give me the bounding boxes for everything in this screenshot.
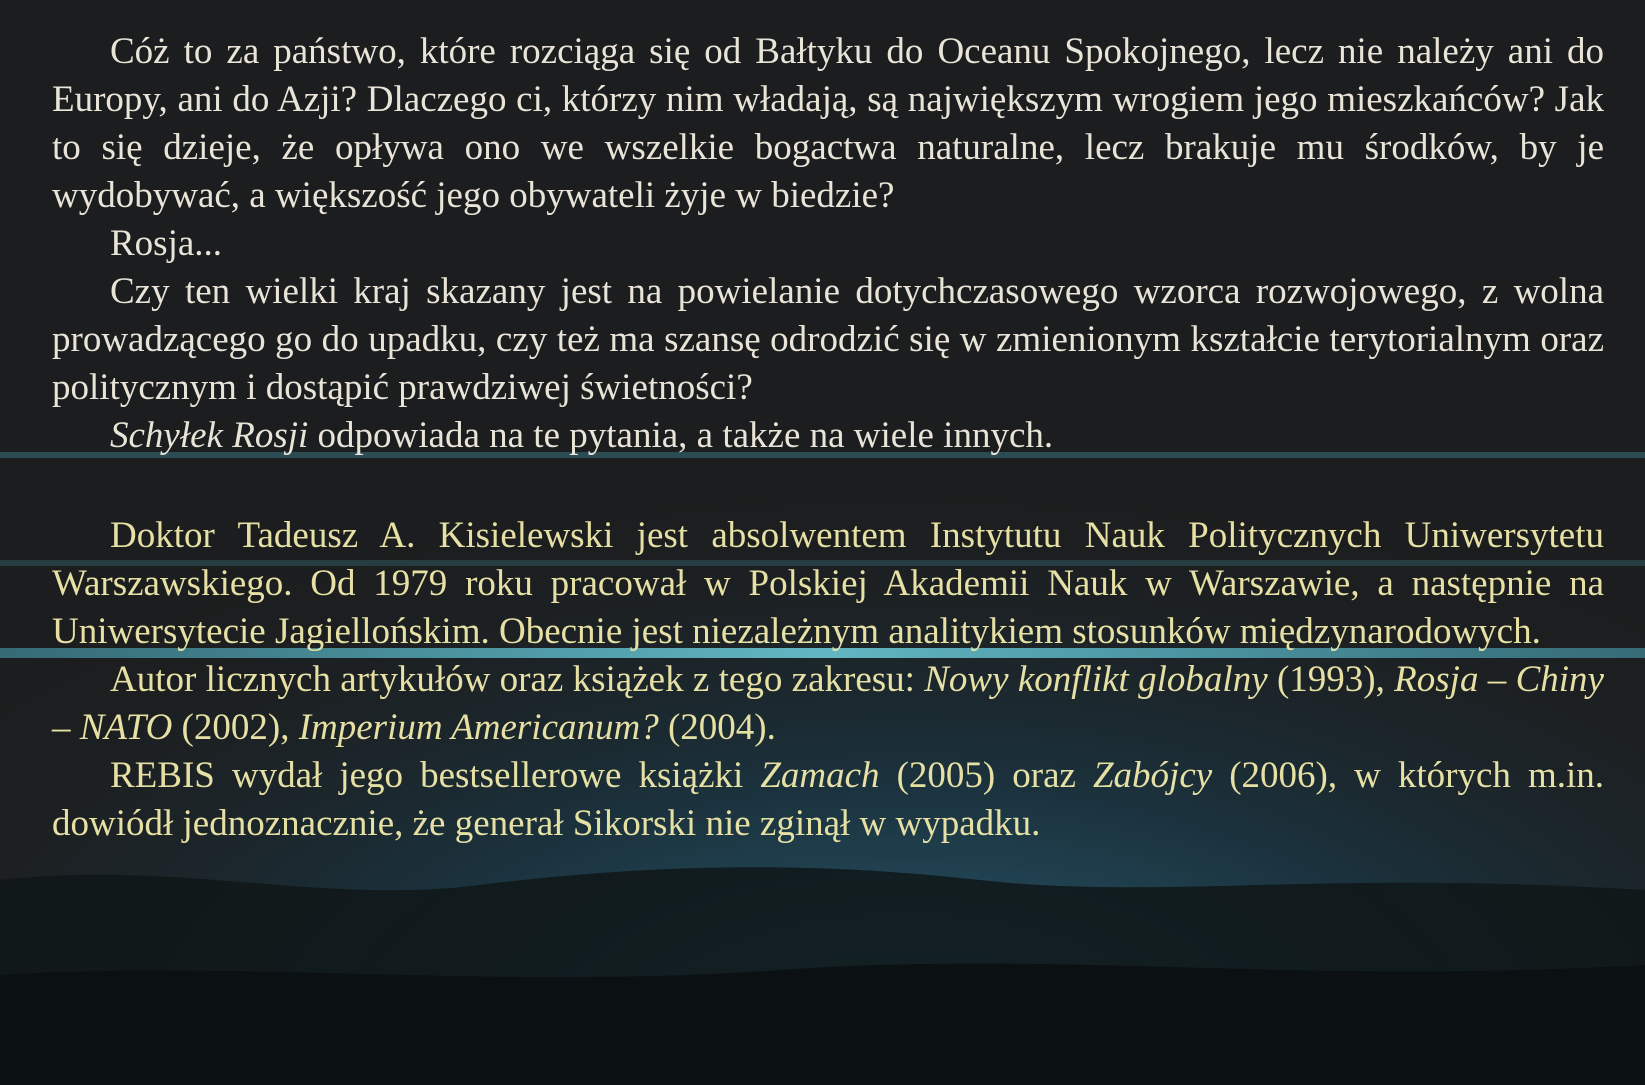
book-title-3: Imperium Americanum?	[298, 707, 659, 748]
bio-paragraph-1: Doktor Tadeusz A. Kisielewski jest absolwentem Instytutu Nauk Politycznych Uniwersytetu Warszawskiego. Od 1979 roku pracował w Polskiej Akademii Nauk w Warszawie, a następnie na Uniwersytecie Jagiellońskim. Obecnie jest niezależnym analitykiem stosunków międzynarodowych.	[52, 515, 1604, 652]
bio-p2-text-a: Autor licznych artykułów oraz książek z tego zakresu:	[110, 659, 925, 700]
intro-paragraph-4	[52, 412, 1604, 460]
book-title-1: Nowy konflikt globalny	[924, 659, 1268, 700]
intro-paragraph-1: Cóż to za państwo, które rozciąga się od Bałtyku do Oceanu Spokojnego, lecz nie należy ani do Europy, ani do Azji? Dlaczego ci, którzy nim władają, są największym wrogiem jego mieszkańców? Jak to się dzieje, że opływa ono we wszelkie bogactwa naturalne, lecz brakuje mu środków, by je wydobywać, a większość jego obywateli żyje w biedzie?	[52, 31, 1604, 216]
bio-p3-text-d: (2006), w których m.in. dowiódł jednoznacznie, że generał Sikorski nie zginął w wypadku.	[52, 755, 1604, 844]
bio-p3-text-c: (2005) oraz	[879, 755, 1093, 796]
intro-paragraph-4-text: odpowiada na te pytania, a także na wiele innych.	[308, 415, 1054, 456]
book-title-4: Zamach	[760, 755, 880, 796]
bio-p3-text-a: REBIS wydał jego bestsellerowe książki	[110, 755, 761, 796]
book-title-2: Rosja – Chiny – NATO	[52, 659, 1604, 748]
bio-p2-text-c: (1993),	[1267, 659, 1395, 700]
bio-p2-text-d: (2002),	[172, 707, 299, 748]
author-bio-section	[52, 512, 1604, 848]
intro-paragraph-3: Czy ten wielki kraj skazany jest na powielanie dotychczasowego wzorca rozwojowego, z wolna prowadzącego go do upadku, czy też ma szansę odrodzić się w zmienionym kształcie terytorialnym oraz politycznym i dostąpić prawdziwej świetności?	[52, 271, 1604, 408]
bio-paragraph-2	[52, 656, 1604, 752]
book-title: Schyłek Rosji	[110, 415, 309, 456]
bio-paragraph-3	[52, 752, 1604, 848]
cover-text	[52, 28, 1604, 848]
book-title-5: Zabójcy	[1092, 755, 1213, 796]
intro-section	[52, 28, 1604, 460]
bio-p2-text-e: (2004).	[658, 707, 776, 748]
intro-paragraph-2: Rosja...	[110, 223, 223, 264]
